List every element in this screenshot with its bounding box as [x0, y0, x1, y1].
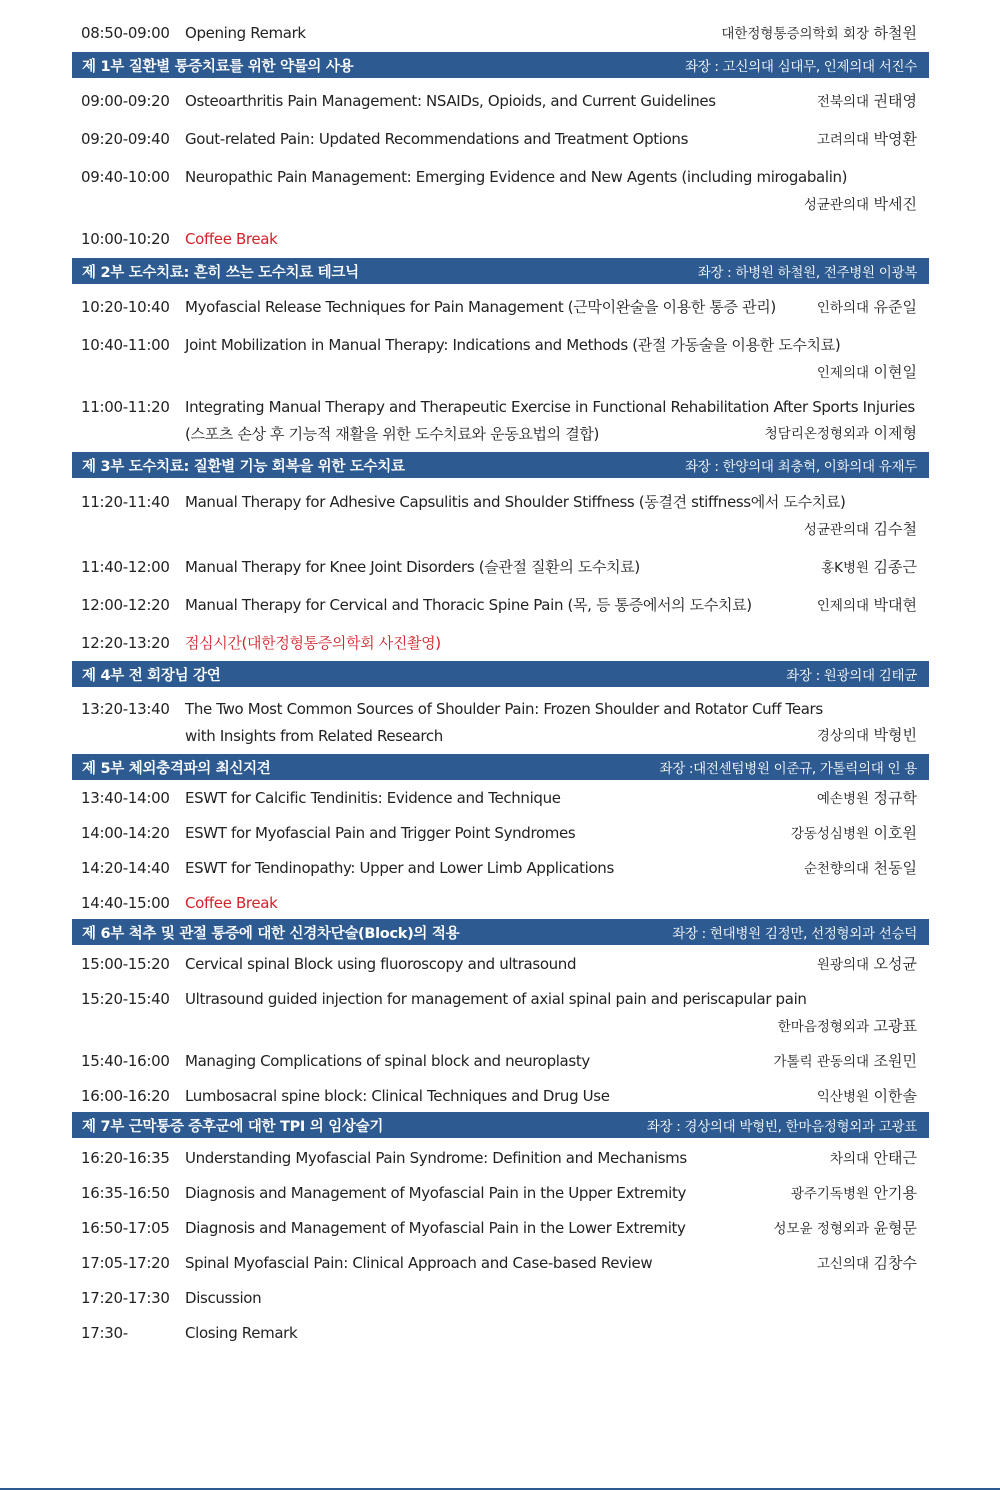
session-header	[72, 1112, 929, 1138]
talk-title: Integrating Manual Therapy and Therapeutic Exercise in Functional Rehabilitation After Sports Injuries	[185, 398, 915, 416]
talk-info	[185, 1048, 929, 1075]
session-header	[72, 754, 929, 780]
schedule-row	[72, 1215, 929, 1242]
speaker-name: 권태영	[873, 92, 917, 110]
talk-info	[185, 1145, 929, 1172]
session-header	[72, 452, 929, 478]
session-chairs: 좌장 : 원광의대 김태균	[786, 668, 917, 684]
talk-title: Manual Therapy for Cervical and Thoracic Spine Pain (목, 등 통증에서의 도수치료)	[185, 596, 752, 614]
talk-title: (스포츠 손상 후 기능적 재활을 위한 도수치료와 운동요법의 결합)	[185, 425, 599, 443]
talk-info	[185, 554, 929, 581]
speaker	[773, 1048, 917, 1076]
time-slot: 13:20-13:40	[81, 700, 170, 718]
speaker	[185, 1013, 929, 1041]
schedule-row	[72, 294, 929, 321]
talk-title: Coffee Break	[185, 230, 278, 248]
talk-title: Joint Mobilization in Manual Therapy: Indications and Methods (관절 가동술을 이용한 도수치료)	[185, 336, 841, 354]
schedule-row	[72, 986, 929, 1041]
talk-title: Myofascial Release Techniques for Pain Management (근막이완술을 이용한 통증 관리)	[185, 298, 776, 316]
talk-info	[185, 126, 929, 153]
speaker-affiliation: 익산병원	[816, 1089, 870, 1105]
time-slot: 15:20-15:40	[81, 990, 170, 1008]
talk-title: Managing Complications of spinal block and neuroplasty	[185, 1052, 590, 1070]
talk-info	[185, 855, 929, 882]
speaker-name: 오성균	[873, 955, 917, 973]
talk-info	[185, 630, 929, 657]
speaker-name: 이제형	[873, 424, 917, 442]
speaker	[765, 420, 917, 448]
talk-info	[185, 1215, 929, 1242]
talk-info	[185, 294, 929, 321]
speaker-name: 이한솔	[873, 1087, 917, 1105]
talk-title: Closing Remark	[185, 1324, 298, 1342]
talk-info	[185, 785, 929, 812]
speaker	[817, 294, 917, 322]
talk-title: Diagnosis and Management of Myofascial Pain in the Upper Extremity	[185, 1184, 687, 1202]
time-slot: 17:30-	[81, 1324, 128, 1342]
speaker-affiliation: 강동성심병원	[790, 826, 870, 842]
schedule-row	[72, 332, 929, 387]
talk-info	[185, 1250, 929, 1277]
session-chairs: 좌장 : 고신의대 심대무, 인제의대 서진수	[684, 59, 917, 75]
schedule-row	[72, 630, 929, 657]
session-chairs: 좌장 : 하병원 하철원, 전주병원 이광복	[697, 265, 917, 281]
time-slot: 14:20-14:40	[81, 859, 170, 877]
speaker-name: 안태근	[873, 1149, 917, 1167]
talk-title: Manual Therapy for Knee Joint Disorders (슬관절 질환의 도수치료)	[185, 558, 640, 576]
time-slot: 17:05-17:20	[81, 1254, 170, 1272]
speaker	[817, 126, 917, 154]
talk-title: Lumbosacral spine block: Clinical Techniques and Drug Use	[185, 1087, 610, 1105]
time-slot: 10:40-11:00	[81, 336, 170, 354]
time-slot: 09:20-09:40	[81, 130, 170, 148]
speaker	[791, 820, 917, 848]
speaker-name: 정규학	[873, 789, 917, 807]
talk-title: Opening Remark	[185, 24, 306, 42]
talk-title: Diagnosis and Management of Myofascial Pain in the Lower Extremity	[185, 1219, 686, 1237]
speaker-name: 이현일	[873, 363, 917, 381]
session-chairs: 좌장 : 한양의대 최충혁, 이화의대 유재두	[684, 459, 917, 475]
schedule-row	[72, 489, 929, 544]
session-chairs: 좌장 : 경상의대 박형빈, 한마음정형외과 고광표	[646, 1119, 917, 1135]
schedule-row	[72, 1180, 929, 1207]
talk-info	[185, 820, 929, 847]
session-header	[72, 919, 929, 945]
session-chairs: 좌장 :대전센텀병원 이준규, 가톨릭의대 인 용	[659, 761, 917, 777]
speaker-affiliation: 한마음정형외과	[777, 1019, 870, 1035]
talk-title: Ultrasound guided injection for management of axial spinal pain and periscapular pain	[185, 990, 807, 1008]
time-slot: 12:00-12:20	[81, 596, 170, 614]
schedule-row	[72, 1320, 929, 1347]
talk-info	[185, 1180, 929, 1207]
talk-title: Coffee Break	[185, 894, 278, 912]
time-slot: 10:00-10:20	[81, 230, 170, 248]
session-title: 제 4부 전 회장님 강연	[82, 667, 221, 684]
talk-info	[185, 1083, 929, 1110]
speaker	[821, 554, 917, 582]
speaker-name: 김종근	[873, 558, 917, 576]
speaker-affiliation: 원광의대	[816, 957, 870, 973]
session-title: 제 2부 도수치료: 흔히 쓰는 도수치료 테크닉	[82, 264, 359, 281]
time-slot: 09:00-09:20	[81, 92, 170, 110]
talk-info	[185, 332, 929, 387]
speaker-name: 안기용	[873, 1184, 917, 1202]
time-slot: 08:50-09:00	[81, 24, 170, 42]
time-slot: 15:00-15:20	[81, 955, 170, 973]
talk-title: Gout-related Pain: Updated Recommendations and Treatment Options	[185, 130, 689, 148]
schedule-row	[72, 820, 929, 847]
speaker-affiliation: 고려의대	[816, 132, 870, 148]
speaker-name: 유준일	[873, 298, 917, 316]
talk-title: Cervical spinal Block using fluoroscopy and ultrasound	[185, 955, 577, 973]
speaker-affiliation: 대한정형통증의학회 회장	[721, 26, 870, 42]
talk-info	[185, 164, 929, 219]
talk-title: Discussion	[185, 1289, 262, 1307]
speaker-name: 김창수	[873, 1254, 917, 1272]
session-header	[72, 661, 929, 687]
schedule-row	[72, 226, 929, 253]
speaker-affiliation: 인하의대	[816, 300, 870, 316]
talk-title: Understanding Myofascial Pain Syndrome: Definition and Mechanisms	[185, 1149, 687, 1167]
speaker-name: 이호원	[873, 824, 917, 842]
speaker	[791, 1180, 917, 1208]
session-header	[72, 52, 929, 78]
speaker-affiliation: 차의대	[829, 1151, 870, 1167]
speaker	[817, 1083, 917, 1111]
talk-title: The Two Most Common Sources of Shoulder Pain: Frozen Shoulder and Rotator Cuff Tears	[185, 700, 823, 718]
speaker	[804, 855, 917, 883]
talk-info	[185, 890, 929, 917]
speaker	[817, 88, 917, 116]
schedule-row	[72, 592, 929, 619]
talk-info	[185, 1285, 929, 1312]
speaker-affiliation: 청담리온정형외과	[764, 426, 870, 442]
speaker-affiliation: 고신의대	[816, 1256, 870, 1272]
speaker-name: 윤형문	[873, 1219, 917, 1237]
speaker	[773, 1215, 917, 1243]
speaker-affiliation: 성균관의대	[803, 522, 870, 538]
schedule-row	[72, 890, 929, 917]
time-slot: 16:50-17:05	[81, 1219, 170, 1237]
session-title: 제 3부 도수치료: 질환별 기능 회복을 위한 도수치료	[82, 458, 405, 475]
time-slot: 11:40-12:00	[81, 558, 170, 576]
speaker-name: 박형빈	[873, 726, 917, 744]
speaker-name: 고광표	[873, 1017, 917, 1035]
speaker-affiliation: 순천향의대	[803, 861, 870, 877]
time-slot: 11:20-11:40	[81, 493, 170, 511]
time-slot: 16:35-16:50	[81, 1184, 170, 1202]
speaker-name: 박세진	[873, 195, 917, 213]
time-slot: 16:20-16:35	[81, 1149, 170, 1167]
talk-title: Manual Therapy for Adhesive Capsulitis and Shoulder Stiffness (동결견 stiffness에서 도수치료)	[185, 493, 846, 511]
talk-title: Spinal Myofascial Pain: Clinical Approach and Case-based Review	[185, 1254, 653, 1272]
schedule-row	[72, 1145, 929, 1172]
talk-info	[185, 226, 929, 253]
time-slot: 17:20-17:30	[81, 1289, 170, 1307]
session-title: 제 7부 근막통증 증후군에 대한 TPI 의 임상술기	[82, 1118, 384, 1135]
speaker	[817, 722, 917, 750]
program-schedule	[72, 20, 929, 1347]
speaker-name: 천동일	[873, 859, 917, 877]
speaker-name: 하철원	[873, 24, 917, 42]
schedule-row	[72, 88, 929, 115]
speaker-name: 조원민	[873, 1052, 917, 1070]
time-slot: 14:00-14:20	[81, 824, 170, 842]
speaker-affiliation: 전북의대	[816, 94, 870, 110]
speaker-affiliation: 가톨릭 관동의대	[773, 1054, 870, 1070]
speaker	[817, 785, 917, 813]
time-slot: 14:40-15:00	[81, 894, 170, 912]
session-title: 제 6부 척추 및 관절 통증에 대한 신경차단술(Block)의 적용	[82, 925, 460, 942]
talk-info	[185, 489, 929, 544]
talk-title: Osteoarthritis Pain Management: NSAIDs, Opioids, and Current Guidelines	[185, 92, 716, 110]
schedule-row	[72, 1285, 929, 1312]
speaker-affiliation: 예손병원	[816, 791, 870, 807]
talk-title: ESWT for Tendinopathy: Upper and Lower Limb Applications	[185, 859, 614, 877]
talk-info	[185, 592, 929, 619]
session-header	[72, 258, 929, 284]
time-slot: 16:00-16:20	[81, 1087, 170, 1105]
schedule-row	[72, 164, 929, 219]
talk-info	[185, 394, 929, 448]
speaker-name: 김수철	[873, 520, 917, 538]
schedule-row	[72, 20, 929, 47]
time-slot: 11:00-11:20	[81, 398, 170, 416]
schedule-row	[72, 1083, 929, 1110]
time-slot: 10:20-10:40	[81, 298, 170, 316]
speaker-affiliation: 성균관의대	[803, 197, 870, 213]
talk-info	[185, 1320, 929, 1347]
time-slot: 12:20-13:20	[81, 634, 170, 652]
schedule-row	[72, 951, 929, 978]
schedule-row	[72, 1250, 929, 1277]
speaker-affiliation: 성모윤 정형외과	[773, 1221, 870, 1237]
session-title: 제 1부 질환별 통증치료를 위한 약물의 사용	[82, 58, 354, 75]
time-slot: 13:40-14:00	[81, 789, 170, 807]
speaker	[185, 191, 929, 219]
speaker-affiliation: 광주기독병원	[790, 1186, 870, 1202]
talk-info	[185, 20, 929, 47]
schedule-row	[72, 126, 929, 153]
schedule-row	[72, 394, 929, 448]
talk-title: ESWT for Myofascial Pain and Trigger Point Syndromes	[185, 824, 576, 842]
time-slot: 09:40-10:00	[81, 168, 170, 186]
session-chairs: 좌장 : 현대병원 김정만, 선정형외과 선승덕	[672, 926, 917, 942]
speaker	[817, 951, 917, 979]
speaker	[721, 20, 917, 48]
speaker	[817, 592, 917, 620]
speaker	[817, 1250, 917, 1278]
speaker-affiliation: 인제의대	[816, 598, 870, 614]
schedule-row	[72, 1048, 929, 1075]
talk-info	[185, 986, 929, 1041]
speaker	[185, 516, 929, 544]
speaker-affiliation: 경상의대	[816, 728, 870, 744]
talk-title: with Insights from Related Research	[185, 727, 443, 745]
speaker-name: 박대현	[873, 596, 917, 614]
speaker	[185, 359, 929, 387]
schedule-row	[72, 785, 929, 812]
talk-title: Neuropathic Pain Management: Emerging Evidence and New Agents (including mirogabalin)	[185, 168, 848, 186]
speaker-name: 박영환	[873, 130, 917, 148]
talk-title: ESWT for Calcific Tendinitis: Evidence and Technique	[185, 789, 561, 807]
time-slot: 15:40-16:00	[81, 1052, 170, 1070]
schedule-row	[72, 696, 929, 750]
schedule-row	[72, 855, 929, 882]
schedule-row	[72, 554, 929, 581]
talk-info	[185, 951, 929, 978]
speaker	[830, 1145, 917, 1173]
session-title: 제 5부 체외충격파의 최신지견	[82, 760, 271, 777]
talk-title: 점심시간(대한정형통증의학회 사진촬영)	[185, 634, 441, 652]
talk-info	[185, 696, 929, 750]
speaker-affiliation: 인제의대	[816, 365, 870, 381]
talk-info	[185, 88, 929, 115]
speaker-affiliation: 홍K병원	[821, 560, 870, 576]
